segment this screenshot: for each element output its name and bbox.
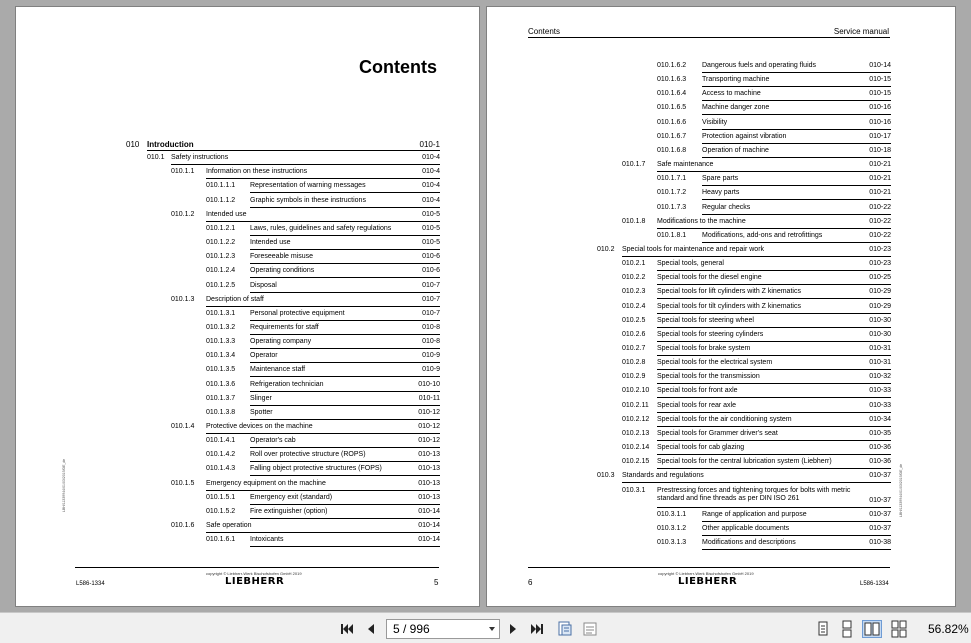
toc-entry-number: 010.1.5 (171, 479, 195, 487)
toc-entry-title: Regular checks (702, 203, 751, 211)
toc-entry[interactable] (147, 151, 440, 165)
toc-entry-title: Other applicable documents (702, 524, 790, 532)
toc-entry-number: 010.2.2 (622, 274, 646, 282)
toc-entry[interactable] (657, 59, 891, 73)
toc-entry-page: 010-5 (422, 224, 440, 232)
toc-entry-title: Falling object protective structures (FOPS) (250, 465, 382, 473)
toc-entry-page: 010-37 (869, 510, 891, 518)
liebherr-logo: LIEBHERR (225, 576, 285, 587)
toc-entry-page: 010-35 (869, 429, 891, 437)
toc-entry[interactable] (657, 73, 891, 87)
doc-id: L586-1334 (860, 581, 889, 587)
document-page-right (486, 6, 956, 607)
toc-entry-page: 010-33 (869, 401, 891, 409)
toc-entry-title: Roll over protective structure (ROPS) (250, 451, 366, 459)
toc-entry[interactable] (622, 399, 891, 413)
toc-entry-title: Dangerous fuels and operating fluids (702, 62, 817, 69)
toc-entry-page: 010-15 (869, 90, 891, 98)
toc-entry[interactable] (622, 314, 891, 328)
toc-entry[interactable] (622, 455, 891, 469)
toc-entry-number: 010.1.7.3 (657, 203, 687, 211)
continuous-facing-view-icon[interactable] (889, 620, 909, 638)
toc-entry-title: Laws, rules, guidelines and safety regulations (250, 224, 392, 232)
toc-entry-number: 010.2.6 (622, 330, 646, 338)
toc-entry-title: Intended use (250, 239, 291, 247)
toc-entry-page: 010-31 (869, 345, 891, 352)
toc-entry-number: 010.2.1 (622, 260, 646, 268)
toc-entry-title: Emergency exit (standard) (250, 493, 333, 501)
document-page-left (15, 6, 480, 607)
toc-entry-rule (702, 549, 891, 550)
toc-entry[interactable] (206, 349, 440, 363)
toc-entry[interactable] (206, 222, 440, 236)
toc-entry-title: Heavy parts (702, 189, 740, 197)
side-code: LBH/11339944/01/03/2019/DE_de (62, 458, 66, 512)
toc-entry[interactable] (206, 279, 440, 293)
toc-entry-page: 010-21 (869, 189, 891, 197)
toc-entry[interactable] (657, 144, 891, 158)
toc-entry-title: Operator (250, 352, 278, 360)
toc-entry-title: Introduction (147, 140, 194, 149)
toc-entry-page: 010-23 (869, 245, 891, 253)
toc-entry-number: 010.1.2.3 (206, 253, 236, 261)
toc-entry[interactable] (622, 427, 891, 441)
toc-entry[interactable] (622, 158, 891, 172)
toc-entry-title: Special tools for steering cylinders (657, 330, 764, 338)
toc-entry[interactable] (206, 264, 440, 278)
toc-entry-number: 010.1.4.2 (206, 451, 236, 459)
toc-entry-page: 010-33 (869, 387, 891, 395)
toc-entry-title: Special tools for maintenance and repair work (622, 245, 765, 253)
toc-entry-number: 010.2.11 (622, 401, 649, 409)
toc-entry-title: Special tools, general (657, 260, 724, 268)
toc-entry-title: Slinger (250, 394, 272, 402)
toc-entry-number: 010 (126, 140, 140, 149)
toc-entry-number: 010.1.3.3 (206, 338, 236, 346)
toc-entry-rule (250, 546, 440, 547)
toc-entry-page: 010-14 (418, 536, 440, 544)
toc-entry-page: 010-16 (869, 104, 891, 112)
toc-entry[interactable] (126, 137, 440, 151)
toc-entry[interactable] (171, 519, 440, 533)
toc-entry-number: 010.1.4 (171, 423, 195, 430)
toc-entry-title: Representation of warning messages (250, 182, 366, 190)
toc-entry-number: 010.2.3 (622, 288, 646, 296)
toc-entry[interactable] (622, 285, 891, 299)
toc-entry-title: Special tools for lift cylinders with Z kinematics (657, 288, 801, 296)
toc-entry-title: Graphic symbols in these instructions (250, 196, 366, 204)
toc-entry[interactable] (622, 328, 891, 342)
toc-entry-page: 010-29 (869, 288, 891, 296)
toc-entry-number: 010.1.2.1 (206, 224, 236, 232)
toc-entry-title: Operating conditions (250, 267, 315, 275)
previous-page-icon[interactable] (362, 620, 380, 638)
toc-entry-number: 010.3.1.1 (657, 510, 687, 518)
toc-entry-number: 010.1.3.2 (206, 323, 236, 331)
toc-entry-page: 010-37 (869, 496, 891, 504)
toc-entry-title: Modifications to the machine (657, 217, 746, 225)
toc-entry-title: Operating company (250, 338, 312, 346)
toc-entry-title: Range of application and purpose (702, 510, 807, 518)
toc-entry-number: 010.2.4 (622, 302, 646, 310)
toc-entry-number: 010.1.3.1 (206, 309, 236, 317)
toc-entry-page: 010-22 (869, 203, 891, 211)
liebherr-logo: LIEBHERR (678, 576, 738, 587)
toc-entry[interactable] (657, 130, 891, 144)
toc-entry-page: 010-7 (422, 295, 440, 303)
toc-entry-title: Operator's cab (250, 437, 296, 445)
toc-entry-page: 010-12 (418, 423, 440, 430)
toc-entry-number: 010.1.2 (171, 210, 195, 218)
toc-entry-page: 010-4 (422, 154, 440, 162)
toc-entry-page: 010-13 (418, 465, 440, 473)
toc-entry[interactable] (171, 477, 440, 491)
toc-entry-page: 010-4 (422, 168, 440, 176)
toc-entry-number: 010.1.3.5 (206, 366, 236, 374)
continuous-view-icon[interactable] (837, 620, 857, 638)
toc-entry-number: 010.1.7 (622, 161, 646, 169)
toc-entry-page: 010-5 (422, 210, 440, 218)
toc-entry-page: 010-16 (869, 118, 891, 126)
toc-entry-title: Special tools for tilt cylinders with Z kinematics (657, 302, 801, 310)
toc-entry-title: Modifications and descriptions (702, 539, 796, 546)
toc-entry[interactable] (597, 243, 891, 257)
toc-entry[interactable] (206, 406, 440, 420)
toc-entry-page: 010-12 (418, 437, 440, 445)
toc-entry-title: Information on these instructions (206, 168, 308, 176)
toc-entry-number: 010.1.6.2 (657, 62, 687, 69)
footer-rule (75, 567, 439, 568)
page-number: 6 (528, 578, 533, 587)
toc-entry-number: 010.1.2.5 (206, 281, 236, 289)
toc-entry[interactable] (622, 342, 891, 356)
toc-entry-page: 010-21 (869, 175, 891, 183)
toc-entry-number: 010.1.3.8 (206, 408, 236, 416)
toc-entry[interactable] (622, 370, 891, 384)
toc-entry-page: 010-9 (422, 366, 440, 374)
toc-entry-number: 010.1.2.2 (206, 239, 236, 247)
toc-entry-page: 010-4 (422, 182, 440, 190)
toc-entry-page: 010-17 (869, 132, 891, 140)
toc-entry-number: 010.2.9 (622, 373, 646, 381)
zoom-level: 56.82% (928, 622, 969, 636)
toc-entry-page: 010-22 (869, 217, 891, 225)
toc-entry[interactable] (206, 533, 440, 547)
toc-entry-number: 010.2 (597, 245, 615, 253)
toc-entry-page: 010-30 (869, 316, 891, 324)
toc-entry-title: Personal protective equipment (250, 309, 345, 317)
doc-id: L586-1334 (76, 581, 105, 587)
toc-entry-page: 010-13 (418, 451, 440, 459)
toc-entry-number: 010.2.10 (622, 387, 650, 395)
toc-entry-number: 010.1.8.1 (657, 231, 687, 239)
toc-entry-title: Visibility (702, 118, 728, 126)
toc-entry[interactable] (206, 307, 440, 321)
toc-entry-number: 010.3 (597, 472, 615, 480)
toc-entry[interactable] (657, 87, 891, 101)
toc-entry-title: Transporting machine (702, 76, 770, 84)
toc-entry-number: 010.2.5 (622, 316, 646, 324)
copyright-text: copyright © Liebherr-Werk Bischofshofen GmbH 2019 (658, 571, 754, 576)
toc-entry[interactable] (622, 215, 891, 229)
toc-entry-title: Standards and regulations (622, 472, 704, 480)
toc-entry-page: 010-7 (422, 281, 440, 289)
toc-entry-title: Safety instructions (171, 154, 229, 162)
toc-entry[interactable] (206, 505, 440, 519)
toc-entry[interactable] (206, 491, 440, 505)
toc-entry-title: Protective devices on the machine (206, 423, 313, 430)
toc-entry[interactable] (171, 420, 440, 434)
toc-entry-number: 010.2.14 (622, 444, 650, 452)
toc-entry-number: 010.1.1.1 (206, 182, 236, 190)
toc-entry-number: 010.1.3.4 (206, 352, 236, 360)
toc-entry-page: 010-7 (422, 309, 440, 317)
toc-entry-page: 010-8 (422, 338, 440, 346)
toc-entry-number: 010.1.7.2 (657, 189, 687, 197)
toc-entry[interactable] (657, 508, 891, 522)
toc-entry-page: 010-37 (869, 524, 891, 532)
toc-entry-title: Fire extinguisher (option) (250, 507, 328, 515)
toc-entry-title: Spare parts (702, 175, 739, 183)
toc-entry-number: 010.1.3.6 (206, 380, 236, 388)
toc-entry-number: 010.3.1.2 (657, 524, 687, 532)
toc-entry-number: 010.1.6.3 (657, 76, 687, 84)
toc-entry-number: 010.1.1 (171, 168, 195, 176)
toc-entry-page: 010-13 (418, 493, 440, 501)
toc-entry[interactable] (597, 469, 891, 483)
toc-entry[interactable] (206, 250, 440, 264)
toc-entry-number: 010.1.6.5 (657, 104, 687, 112)
toc-entry-number: 010.2.12 (622, 415, 650, 423)
toc-entry-title: Operation of machine (702, 146, 769, 154)
toc-entry[interactable] (206, 194, 440, 208)
toc-entry-number: 010.1.6.8 (657, 146, 687, 154)
toc-entry-page: 010-14 (418, 522, 440, 530)
toc-entry-title: Refrigeration technician (250, 380, 324, 388)
toc-entry-title: Protection against vibration (702, 132, 787, 140)
toc-entry-page: 010-34 (869, 415, 891, 423)
running-header-left: Contents (528, 27, 561, 36)
running-header-right: Service manual (833, 27, 889, 36)
toc-entry-page: 010-9 (422, 352, 440, 360)
toc-entry-number: 010.3.1.3 (657, 539, 687, 546)
toc-entry-number: 010.1.4.1 (206, 437, 236, 445)
toc-entry-page: 010-36 (869, 444, 891, 452)
fit-width-icon[interactable] (581, 620, 599, 638)
toc-entry[interactable] (206, 462, 440, 476)
toc-entry-page: 010-6 (422, 267, 440, 275)
toc-entry[interactable] (657, 172, 891, 186)
toc-entry-number: 010.1.7.1 (657, 175, 687, 183)
toc-entry-number: 010.1.1.2 (206, 196, 236, 204)
toc-entry[interactable] (206, 179, 440, 193)
toc-entry-title: Special tools for the electrical system (657, 359, 773, 367)
toc-entry[interactable] (171, 165, 440, 179)
toc-entry[interactable] (206, 363, 440, 377)
toc-entry-page: 010-23 (869, 260, 891, 268)
toc-entry-title: Special tools for the transmission (657, 373, 760, 381)
toc-entry[interactable] (622, 441, 891, 455)
page-select[interactable] (386, 619, 500, 639)
toc-entry-number: 010.1.6.1 (206, 536, 236, 544)
toc-entry[interactable] (622, 384, 891, 398)
toc-entry-page: 010-38 (869, 539, 891, 546)
toc-entry-title: Safe maintenance (657, 161, 714, 169)
toc-entry[interactable] (206, 448, 440, 462)
toc-entry-number: 010.1.4.3 (206, 465, 236, 473)
contents-heading: Contents (359, 57, 437, 77)
toc-entry-title: Special tools for the central lubrication system (Liebherr) (657, 458, 832, 466)
toc-entry-page: 010-13 (418, 479, 440, 487)
toc-entry-number: 010.2.7 (622, 345, 646, 352)
toc-entry[interactable] (622, 257, 891, 271)
toc-entry[interactable] (171, 293, 440, 307)
toc-entry-title: Special tools for cab glazing (657, 444, 745, 452)
copyright-text: copyright © Liebherr-Werk Bischofshofen GmbH 2019 (206, 571, 302, 576)
toc-entry-title: Prestressing forces and tightening torques for bolts with metric standard and fine threads as per DIN ISO 261 (657, 486, 851, 502)
toc-entry-number: 010.1.2.4 (206, 267, 236, 275)
toc-entry[interactable] (206, 392, 440, 406)
toc-entry[interactable] (657, 101, 891, 115)
toc-entry-page: 010-1 (419, 140, 440, 149)
toc-entry[interactable] (657, 116, 891, 130)
toc-entry[interactable] (657, 522, 891, 536)
facing-pages-view-icon[interactable] (862, 620, 882, 638)
toc-entry-title: Machine danger zone (702, 104, 770, 112)
toc-entry-page: 010-18 (869, 146, 891, 154)
toc-entry[interactable] (622, 356, 891, 370)
fit-page-icon[interactable] (556, 620, 574, 638)
toc-entry-title: Access to machine (702, 90, 761, 98)
toc-entry-number: 010.1.3 (171, 295, 195, 303)
toc-entry-title: Intended use (206, 210, 247, 218)
toc-entry-title: Special tools for front axle (657, 387, 738, 395)
toc-entry-title: Foreseeable misuse (250, 253, 314, 261)
toc-entry-title: Special tools for brake system (657, 345, 751, 352)
toc-entry[interactable] (622, 300, 891, 314)
toc-entry-number: 010.1.6.4 (657, 90, 687, 98)
toc-entry[interactable] (206, 321, 440, 335)
toc-entry-number: 010.1.3.7 (206, 394, 236, 402)
toc-entry-number: 010.1.6.7 (657, 132, 687, 140)
toc-entry-title: Special tools for the diesel engine (657, 274, 762, 282)
header-rule (528, 37, 890, 38)
toc-entry[interactable] (206, 335, 440, 349)
footer-rule (528, 567, 890, 568)
toc-entry-title: Special tools for rear axle (657, 401, 736, 409)
toc-entry-page: 010-6 (422, 253, 440, 261)
toc-entry-page: 010-25 (869, 274, 891, 282)
toc-entry[interactable] (657, 186, 891, 200)
toc-entry-title: Special tools for Grammer driver's seat (657, 429, 778, 437)
toc-entry-title: Intoxicants (250, 536, 284, 544)
toc-entry-title: Spotter (250, 408, 273, 416)
toc-entry[interactable] (657, 201, 891, 215)
toc-entry[interactable] (206, 236, 440, 250)
toc-entry-page: 010-29 (869, 302, 891, 310)
toc-entry-page: 010-22 (869, 231, 891, 239)
toc-entry[interactable] (622, 413, 891, 427)
toc-entry-number: 010.2.15 (622, 458, 650, 466)
toc-entry-page: 010-4 (422, 196, 440, 204)
toc-entry-title: Requirements for staff (250, 323, 319, 331)
toc-entry-page: 010-8 (422, 323, 440, 331)
toc-entry[interactable] (206, 378, 440, 392)
toc-entry-number: 010.2.8 (622, 359, 646, 367)
toc-entry-title: Special tools for steering wheel (657, 316, 754, 324)
toc-entry-page: 010-14 (869, 62, 891, 69)
toc-entry-page: 010-37 (869, 472, 891, 480)
toc-entry-page: 010-32 (869, 373, 891, 381)
viewer-toolbar (0, 612, 971, 643)
toc-entry-page: 010-30 (869, 330, 891, 338)
toc-entry-number: 010.1.5.1 (206, 493, 236, 501)
toc-entry-number: 010.1.6 (171, 522, 195, 530)
toc-entry-number: 010.3.1 (622, 486, 646, 494)
side-code: LBH/11339944/01/03/2019/DE_de (899, 463, 903, 517)
toc-entry[interactable] (622, 484, 891, 508)
last-page-icon[interactable] (528, 620, 546, 638)
page-number: 5 (434, 578, 439, 587)
toc-entry[interactable] (622, 271, 891, 285)
toc-entry-number: 010.1.8 (622, 217, 646, 225)
toc-entry-page: 010-11 (418, 394, 440, 402)
toc-entry[interactable] (171, 208, 440, 222)
toc-entry-number: 010.1.5.2 (206, 507, 236, 515)
toc-entry[interactable] (657, 536, 891, 550)
toc-entry-page: 010-14 (418, 507, 440, 515)
toc-entry-title: Description of staff (206, 295, 264, 303)
toc-entry-page: 010-36 (869, 458, 891, 466)
toc-entry[interactable] (206, 434, 440, 448)
first-page-icon[interactable] (338, 620, 356, 638)
toc-entry-number: 010.1 (147, 154, 165, 162)
toc-entry-page: 010-5 (422, 239, 440, 247)
toc-entry-page: 010-12 (418, 408, 440, 416)
toc-entry[interactable] (657, 229, 891, 243)
toc-entry-title: Modifications, add-ons and retrofittings (702, 231, 823, 239)
toc-entry-page: 010-21 (869, 161, 891, 169)
toc-entry-number: 010.2.13 (622, 429, 650, 437)
toc-entry-page: 010-15 (869, 76, 891, 84)
page-indicator: 5 / 996 (393, 622, 430, 636)
toc-entry-title: Special tools for the air conditioning system (657, 415, 792, 423)
toc-entry-page: 010-31 (869, 359, 891, 367)
toc-entry-title: Emergency equipment on the machine (206, 479, 326, 487)
chevron-down-icon (489, 627, 495, 631)
toc-entry-title: Disposal (250, 281, 277, 289)
toc-entry-number: 010.1.6.6 (657, 118, 687, 126)
toc-entry-title: Safe operation (206, 522, 252, 530)
toc-entry-title: Maintenance staff (250, 366, 306, 374)
toc-entry-page: 010-10 (418, 380, 440, 388)
next-page-icon[interactable] (504, 620, 522, 638)
single-page-view-icon[interactable] (813, 620, 833, 638)
